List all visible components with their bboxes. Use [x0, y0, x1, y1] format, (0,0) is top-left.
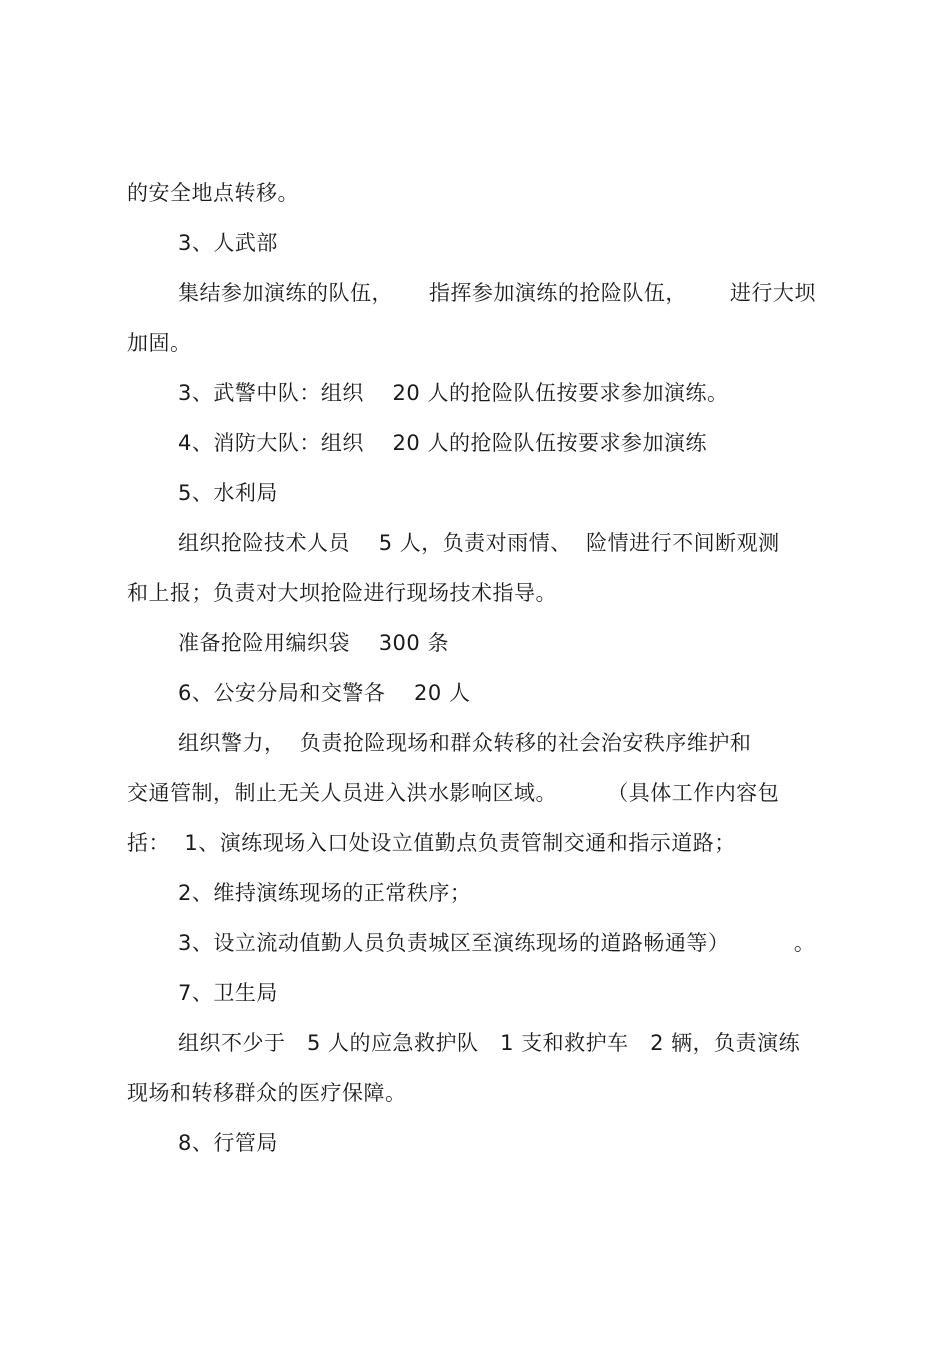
line-20: 8、行管局 [178, 1131, 278, 1155]
line-16: 3、设立流动值勤人员负责城区至演练现场的道路畅通等） 。 [178, 931, 816, 955]
line-14: 括： 1、演练现场入口处设立值勤点负责管制交通和指示道路； [127, 831, 736, 855]
line-5: 3、武警中队：组织 20 人的抢险队伍按要求参加演练。 [178, 381, 729, 405]
line-11: 6、公安分局和交警各 20 人 [178, 681, 471, 705]
line-15: 2、维持演练现场的正常秩序； [178, 881, 472, 905]
line-10: 准备抢险用编织袋 300 条 [178, 631, 449, 655]
line-2: 3、人武部 [178, 231, 278, 255]
line-12: 组织警力， 负责抢险现场和群众转移的社会治安秩序维护和 [178, 731, 752, 755]
line-18: 组织不少于 5 人的应急救护队 1 支和救护车 2 辆，负责演练 [178, 1031, 801, 1055]
line-3: 集结参加演练的队伍， 指挥参加演练的抢险队伍， 进行大坝 [178, 281, 816, 305]
line-19: 现场和转移群众的医疗保障。 [127, 1081, 407, 1105]
line-9: 和上报；负责对大坝抢险进行现场技术指导。 [127, 581, 557, 605]
line-6: 4、消防大队：组织 20 人的抢险队伍按要求参加演练 [178, 431, 707, 455]
line-13: 交通管制，制止无关人员进入洪水影响区域。 （具体工作内容包 [127, 781, 780, 805]
line-7: 5、水利局 [178, 481, 278, 505]
line-17: 7、卫生局 [178, 981, 278, 1005]
line-1: 的安全地点转移。 [127, 181, 299, 205]
line-8: 组织抢险技术人员 5 人，负责对雨情、 险情进行不间断观测 [178, 531, 780, 555]
line-4: 加固。 [127, 331, 192, 355]
